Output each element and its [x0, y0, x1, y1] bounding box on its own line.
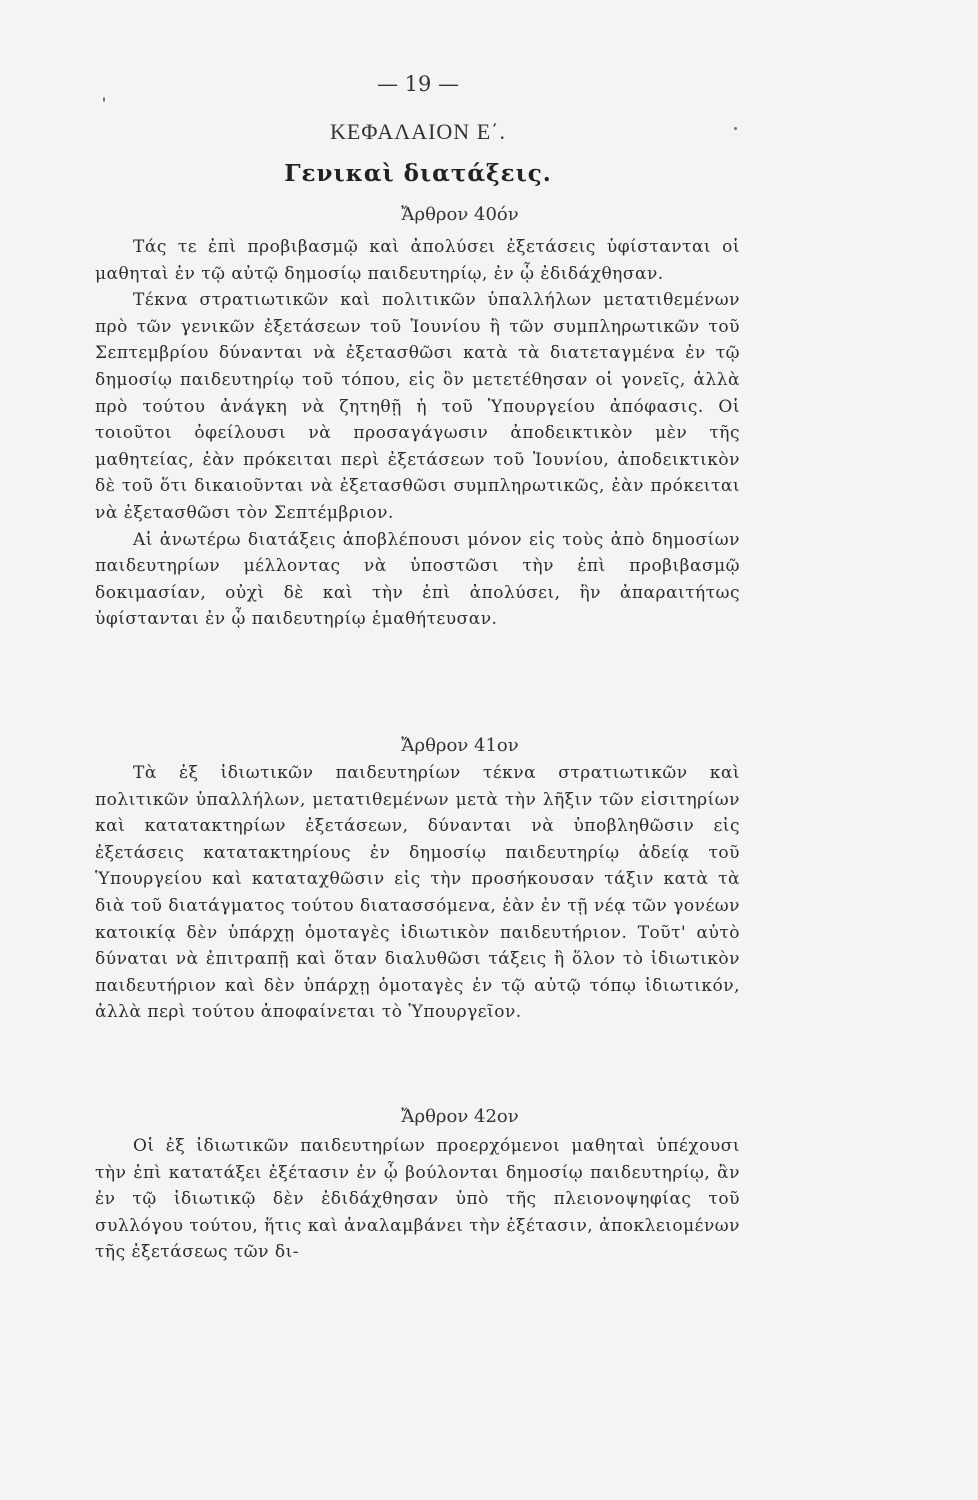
paragraph: Τὰ ἐξ ἰδιωτικῶν παιδευτηρίων τέκνα στρατιωτικῶν καὶ πολιτικῶν ὑπαλλήλων, μετατιθεμένων μετὰ τὴν λῆξιν τῶν εἰσιτηρίων καὶ κατατακτηρίων ἐξετάσεων, δύνανται νὰ ὑποβληθῶσιν εἰς ἐξετάσεις κατατακτηρίους ἐν δημοσίῳ παιδευτηρίῳ ἀδείᾳ τοῦ Ὑπουργείου καὶ καταταχθῶσιν εἰς τὴν προσήκουσαν τάξιν κατὰ τὰ διὰ τοῦ διατάγματος τούτου διατασσόμενα, ἐὰν ἐν τῇ νέᾳ τῶν γονέων κατοικίᾳ δὲν ὑπάρχῃ ὁμοταγὲς ἰδιωτικὸν παιδευτήριον. Τοῦτ' αὐτὸ δύναται νὰ ἐπιτραπῇ καὶ ὅταν διαλυθῶσι τάξεις ἢ ὅλον τὸ ἰδιωτικὸν παιδευτήριον καὶ δὲν ὑπάρχῃ ὁμοταγὲς ἐν τῷ αὐτῷ τόπῳ ἰδιωτικόν, ἀλλὰ περὶ τούτου ἀποφαίνεται τὸ Ὑπουργεῖον. — [95, 763, 740, 1023]
paragraph: Τέκνα στρατιωτικῶν καὶ πολιτικῶν ὑπαλλήλων μετατιθεμένων πρὸ τῶν γενικῶν ἐξετάσεων τοῦ Ἰουνίου ἢ τῶν συμπληρωτικῶν τοῦ Σεπτεμβρίου δύνανται νὰ ἐξετασθῶσι κατὰ τὰ διατεταγμένα ἐν τῷ δημοσίῳ παιδευτηρίῳ τοῦ τόπου, εἰς ὃν μετετέθησαν οἱ γονεῖς, ἀλλὰ πρὸ τούτου ἀνάγκη νὰ ζητηθῇ ἡ τοῦ Ὑπουργείου ἀπόφασις. Οἱ τοιοῦτοι ὀφείλουσι νὰ προσαγάγωσιν ἀποδεικτικὸν μὲν τῆς μαθητείας, ἐὰν πρόκειται περὶ ἐξετάσεων τοῦ Ἰουνίου, ἀποδεικτικὸν δὲ τοῦ ὅτι δικαιοῦνται νὰ ἐξετασθῶσι συμπληρωτικῶς, ἐὰν πρόκειται νὰ ἐξετασθῶσι τὸν Σεπτέμβριον. — [95, 290, 740, 523]
article-heading: Ἄρθρον 42ον — [401, 1106, 519, 1127]
article-body — [95, 1133, 740, 1266]
section-title: Γενικαὶ διατάξεις. — [284, 160, 552, 187]
page-number: — 19 — — [376, 72, 460, 96]
paragraph: Αἱ ἀνωτέρω διατάξεις ἀποβλέπουσι μόνον εἰς τοὺς ἀπὸ δημοσίων παιδευτηρίων μέλλοντας νὰ ὑποστῶσι τὴν ἐπὶ προβιβασμῷ δοκιμασίαν, οὐχὶ δὲ καὶ τὴν ἐπὶ ἀπολύσει, ἣν ἀπαραιτήτως ὑφίστανται ἐν ᾧ παιδευτηρίῳ ἐμαθήτευσαν. — [95, 529, 740, 630]
article-heading: Ἄρθρον 41ον — [401, 735, 519, 756]
article-body — [95, 234, 740, 633]
paragraph: Τάς τε ἐπὶ προβιβασμῷ καὶ ἀπολύσει ἐξετάσεις ὑφίστανται οἱ μαθηταὶ ἐν τῷ αὐτῷ δημοσίῳ παιδευτηρίῳ, ἐν ᾧ ἐδιδάχθησαν. — [95, 237, 740, 284]
article-body — [95, 760, 740, 1026]
print-speck — [103, 97, 105, 102]
chapter-heading: ΚΕΦΑΛΑΙΟΝ Ε΄. — [330, 119, 506, 144]
paragraph: Οἱ ἐξ ἰδιωτικῶν παιδευτηρίων προερχόμενοι μαθηταὶ ὑπέχουσι τὴν ἐπὶ κατατάξει ἐξέτασιν ἐν ᾧ βούλονται δημοσίῳ παιδευτηρίῳ, ἂν ἐν τῷ ἰδιωτικῷ δὲν ἐδιδάχθησαν ὑπὸ τῆς πλειονοψηφίας τοῦ συλλόγου τούτου, ἥτις καὶ ἀναλαμβάνει τὴν ἐξέτασιν, ἀποκλειομένων τῆς ἐξετάσεως τῶν δι- — [95, 1136, 740, 1263]
article-heading: Ἄρθρον 40όν — [401, 204, 519, 225]
